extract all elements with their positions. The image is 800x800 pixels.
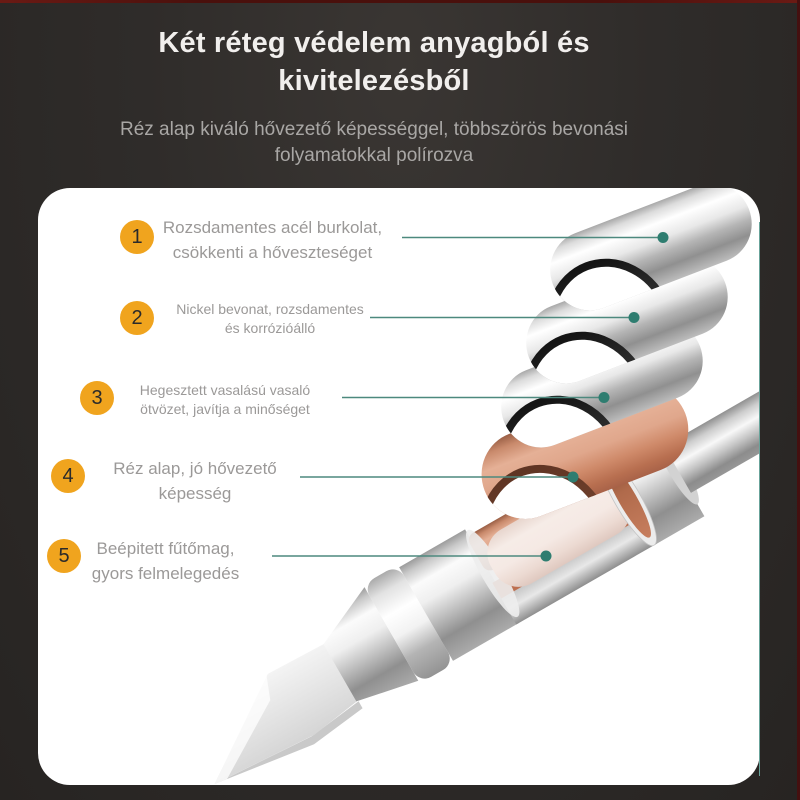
callout-4-badge: 4 (51, 459, 85, 493)
red-top-border (0, 0, 800, 3)
callout-5-badge: 5 (47, 539, 81, 573)
callout-4-label: Réz alap, jó hővezető képesség (113, 459, 277, 503)
subtitle-line2: folyamatokkal polírozva (274, 145, 474, 166)
callout-3-badge: 3 (80, 381, 114, 415)
callout-1-badge: 1 (120, 220, 154, 254)
callout-3-label: Hegesztett vasalású vasaló ötvözet, javítja a minőséget (139, 382, 311, 417)
header (0, 24, 748, 169)
page-title (0, 24, 748, 100)
subtitle-line1: Réz alap kiváló hővezető képességgel, többszörös bevonási (119, 119, 629, 140)
title-line1: Két réteg védelem anyagból és (158, 27, 590, 59)
callout-2-label: Nickel bevonat, rozsdamentes és korrózióálló (176, 301, 364, 336)
callout-5-label: Beépitett fűtőmag, gyors felmelegedés (91, 539, 240, 583)
callout-1-label: Rozsdamentes acél burkolat, csökkenti a hőveszteséget (162, 218, 383, 262)
title-line2: kivitelezésből (278, 65, 470, 97)
page-subtitle (0, 117, 748, 169)
callout-2-badge: 2 (120, 301, 154, 335)
